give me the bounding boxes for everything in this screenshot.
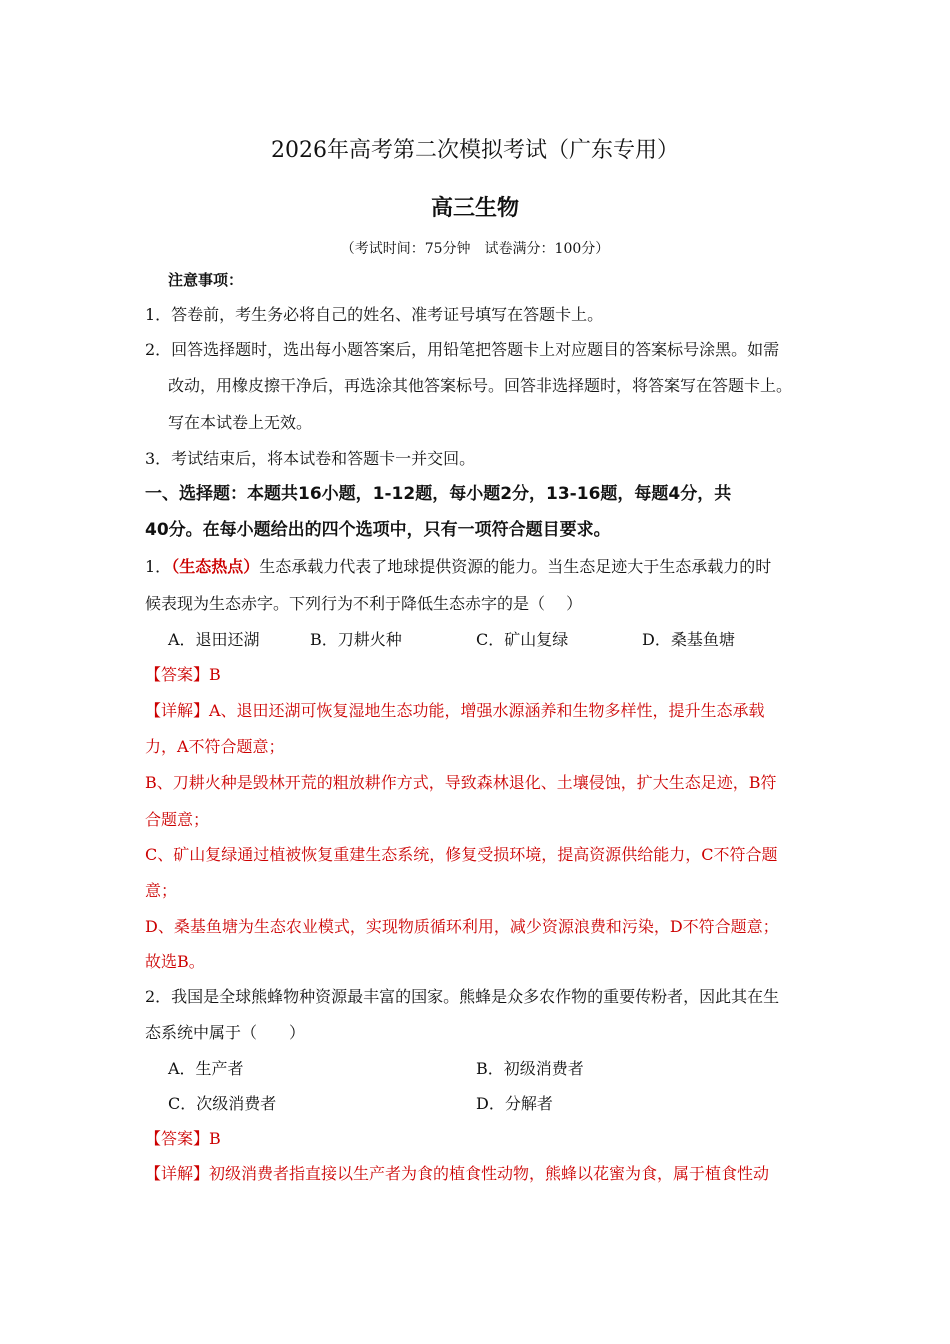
q1-option-a: A．退田还湖: [168, 630, 260, 649]
q2-option-d: D．分解者: [476, 1094, 553, 1113]
q1-detail-line: 意；: [145, 881, 178, 900]
q2-answer: 【答案】B: [145, 1129, 221, 1148]
section-heading-cont: 40分。在每小题给出的四个选项中，只有一项符合题目要求。: [145, 520, 611, 540]
q1-detail-line: 合题意；: [145, 810, 210, 829]
q2-option-c: C．次级消费者: [168, 1094, 277, 1113]
q1-answer: 【答案】B: [145, 665, 221, 684]
note-item: 改动，用橡皮擦干净后，再选涂其他答案标号。回答非选择题时，将答案写在答题卡上。: [168, 376, 793, 395]
exam-meta: （考试时间：75分钟 试卷满分：100分）: [340, 241, 610, 257]
question-number: 1．: [145, 557, 172, 576]
section-heading: 一、选择题：本题共16小题，1-12题，每小题2分，13-16题，每题4分，共: [145, 484, 732, 504]
q1-detail-line: D、桑基鱼塘为生态农业模式，实现物质循环利用，减少资源浪费和污染，D不符合题意；: [145, 917, 779, 936]
q1-option-d: D．桑基鱼塘: [642, 630, 735, 649]
q1-option-b: B．刀耕火种: [310, 630, 402, 649]
question-tag: （生态热点）: [171, 557, 260, 576]
q1-option-c: C．矿山复绿: [476, 630, 569, 649]
q1-detail-line: 故选B。: [145, 952, 205, 971]
exam-title: 2026年高考第二次模拟考试（广东专用）: [271, 138, 679, 163]
q1-detail-line: C、矿山复绿通过植被恢复重建生态系统，修复受损环境，提高资源供给能力，C不符合题: [145, 845, 778, 864]
note-item: 3．考试结束后，将本试卷和答题卡一并交回。: [145, 449, 476, 468]
q2-detail-line: 【详解】初级消费者指直接以生产者为食的植食性动物，熊蜂以花蜜为食，属于植食性动: [145, 1164, 770, 1183]
question-2-stem: 2．我国是全球熊蜂物种资源最丰富的国家。熊蜂是众多农作物的重要传粉者，因此其在生: [145, 987, 780, 1006]
note-item: 1．答卷前，考生务必将自己的姓名、准考证号填写在答题卡上。: [145, 305, 604, 324]
q2-option-a: A．生产者: [168, 1059, 244, 1078]
question-2-stem-cont: 态系统中属于（ ）: [145, 1023, 306, 1042]
q1-detail-line: B、刀耕火种是毁林开荒的粗放耕作方式，导致森林退化、土壤侵蚀，扩大生态足迹，B符: [145, 773, 777, 792]
q1-detail-line: 力，A不符合题意；: [145, 737, 285, 756]
note-item: 2．回答选择题时，选出每小题答案后，用铅笔把答题卡上对应题目的答案标号涂黑。如需: [145, 340, 780, 359]
question-1-stem: [145, 557, 771, 577]
q2-option-b: B．初级消费者: [476, 1059, 584, 1078]
notes-heading: 注意事项：: [168, 271, 244, 289]
q1-detail-line: 【详解】A、退田还湖可恢复湿地生态功能，增强水源涵养和生物多样性，提升生态承载: [145, 701, 765, 720]
question-text: 生态承载力代表了地球提供资源的能力。当生态足迹大于生态承载力的时: [259, 557, 772, 576]
note-item: 写在本试卷上无效。: [168, 413, 313, 432]
question-1-stem-cont: 候表现为生态赤字。下列行为不利于降低生态赤字的是（ ）: [145, 594, 583, 613]
exam-subject: 高三生物: [430, 195, 519, 221]
